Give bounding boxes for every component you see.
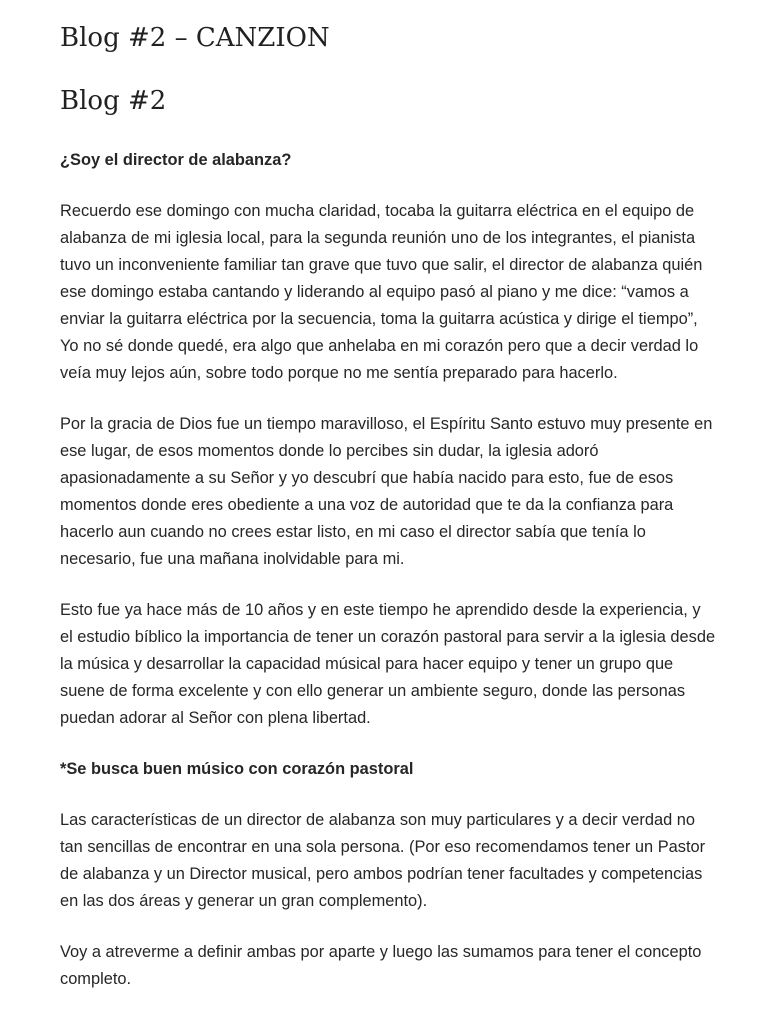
paragraph-memory: Recuerdo ese domingo con mucha claridad, tocaba la guitarra eléctrica en el equipo de alabanza de mi iglesia local, para la segunda reunión uno de los integrantes, el pianista tuvo un inconveniente familiar tan grave que tuvo que salir, el director de alabanza quién ese domingo estaba cantando y liderando al equipo pasó al piano y me dice: “vamos a enviar la guitarra eléctrica por la secuencia, toma la guitarra acústica y dirige el tiempo”, Yo no sé donde quedé, era algo que anhelaba en mi corazón pero que a decir verdad lo veía muy lejos aún, sobre todo porque no me sentía preparado para hacerlo.: [60, 202, 703, 382]
paragraph-experience: Esto fue ya hace más de 10 años y en este tiempo he aprendido desde la experiencia, y el estudio bíblico la importancia de tener un corazón pastoral para servir a la iglesia desde la música y desarrollar la capacidad músical para hacer equipo y tener un grupo que suene de forma excelente y con ello generar un ambiente seguro, donde las personas puedan adorar al Señor con plena libertad.: [60, 601, 716, 727]
section-heading-director: ¿Soy el director de alabanza?: [60, 151, 292, 169]
section-heading-musician: *Se busca buen músico con corazón pastoral: [60, 760, 414, 778]
paragraph-characteristics: Las características de un director de alabanza son muy particulares y a decir verdad no tan sencillas de encontrar en una sola persona. (Por eso recomendamos tener un Pastor de alabanza y un Director musical, pero ambos podrían tener facultades y competencias en las dos áreas y generar un gran complemento).: [60, 811, 706, 910]
paragraph-grace: Por la gracia de Dios fue un tiempo maravilloso, el Espíritu Santo estuvo muy presente en ese lugar, de esos momentos donde lo percibes sin dudar, la iglesia adoró apasionadamente a su Señor y yo descubrí que había nacido para esto, fue de esos momentos donde eres obediente a una voz de autoridad que te da la confianza para hacerlo aun cuando no crees estar listo, en mi caso el director sabía que tenía lo necesario, fue una mañana inolvidable para mi.: [60, 415, 713, 568]
page-title: Blog #2 – CANZION: [60, 23, 330, 53]
paragraph-definition: Voy a atreverme a definir ambas por aparte y luego las sumamos para tener el concepto completo.: [60, 943, 702, 988]
page-subtitle: Blog #2: [60, 86, 167, 116]
article-body: [60, 147, 716, 1017]
